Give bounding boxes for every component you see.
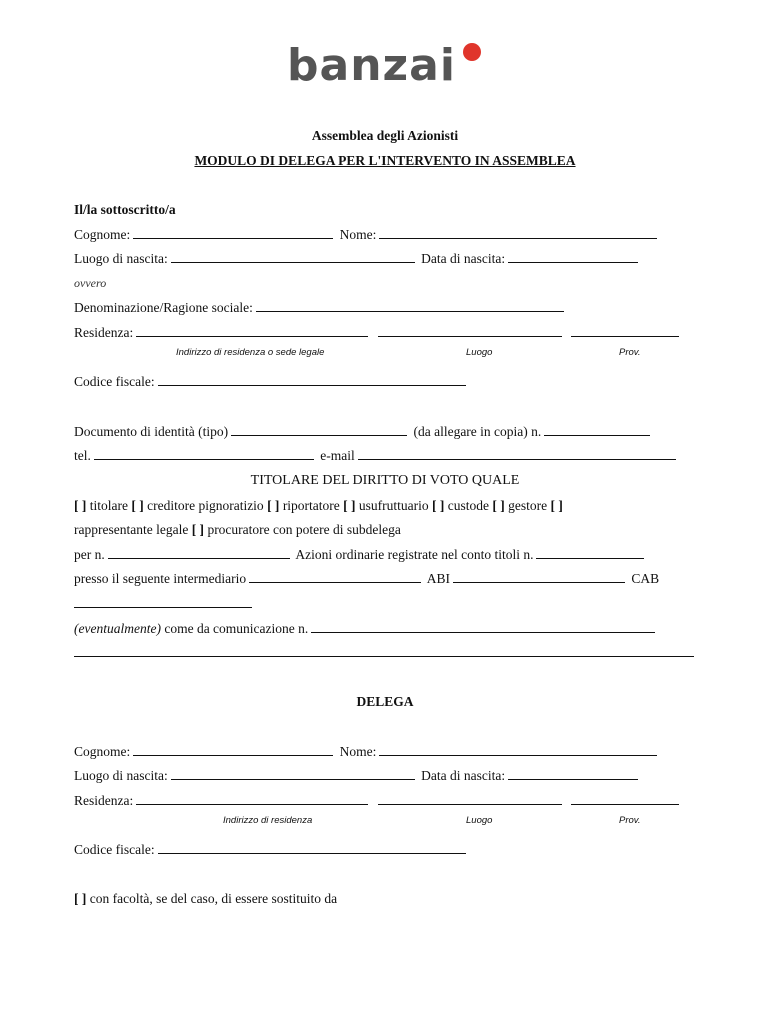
intermediario-field[interactable] <box>249 570 421 583</box>
per-n-label: per n. <box>74 547 105 562</box>
checkbox-titolare[interactable]: [ ] <box>74 498 87 513</box>
documento-label: Documento di identità (tipo) <box>74 424 229 439</box>
hint-indirizzo-sede: Indirizzo di residenza o sede legale <box>176 347 325 358</box>
cognome-label: Cognome: <box>74 227 131 242</box>
comunicazione-extra-field[interactable] <box>74 656 694 657</box>
row-cognome-nome <box>74 226 660 243</box>
row-contatti <box>74 447 679 464</box>
logo-text: banzai <box>287 40 456 91</box>
procuratore-option: procuratore con potere di subdelega <box>207 522 401 537</box>
abi-label: ABI <box>426 571 450 586</box>
data-nascita-label: Data di nascita: <box>421 251 506 266</box>
delegato-residenza-prov-field[interactable] <box>571 792 679 805</box>
row-delegato-codice-fiscale <box>74 841 469 858</box>
cab-field[interactable] <box>74 607 252 608</box>
abi-field[interactable] <box>453 570 625 583</box>
presso-label: presso il seguente intermediario <box>74 571 247 586</box>
delegato-hint-indirizzo: Indirizzo di residenza <box>223 815 313 826</box>
comunicazione-label: come da comunicazione n. <box>164 621 309 636</box>
delegato-cognome-label: Cognome: <box>74 744 131 759</box>
delegato-nome-field[interactable] <box>379 743 657 756</box>
delegato-cognome-field[interactable] <box>133 743 333 756</box>
delegato-data-nascita-label: Data di nascita: <box>421 768 506 783</box>
data-nascita-field[interactable] <box>508 250 638 263</box>
delegato-luogo-nascita-field[interactable] <box>171 767 415 780</box>
titolare-heading: TITOLARE DEL DIRITTO DI VOTO QUALE <box>250 473 520 488</box>
row-azioni <box>74 546 647 563</box>
checkbox-usufruttuario[interactable]: [ ] <box>343 498 356 513</box>
row-comunicazione <box>74 620 658 637</box>
delegato-nome-label: Nome: <box>339 744 377 759</box>
rappresentante-option: rappresentante legale <box>74 522 189 537</box>
cab-label: CAB <box>631 571 660 586</box>
luogo-nascita-label: Luogo di nascita: <box>74 251 168 266</box>
tel-field[interactable] <box>94 447 314 460</box>
delegato-luogo-nascita-label: Luogo di nascita: <box>74 768 168 783</box>
documento-numero-field[interactable] <box>544 423 650 436</box>
conto-titoli-field[interactable] <box>536 546 644 559</box>
delegato-codice-fiscale-label: Codice fiscale: <box>74 842 155 857</box>
row-codice-fiscale <box>74 373 469 390</box>
checkbox-creditore[interactable]: [ ] <box>131 498 144 513</box>
denominazione-label: Denominazione/Ragione sociale: <box>74 300 253 315</box>
row-residenza <box>74 324 682 341</box>
luogo-nascita-field[interactable] <box>171 250 415 263</box>
checkbox-riportatore[interactable]: [ ] <box>267 498 280 513</box>
section-heading-sottoscritto: Il/la sottoscritto/a <box>74 202 176 217</box>
residenza-prov-field[interactable] <box>571 324 679 337</box>
comunicazione-field[interactable] <box>311 620 655 633</box>
numero-azioni-field[interactable] <box>108 546 290 559</box>
delega-heading: DELEGA <box>356 694 414 709</box>
sostituzione-label: con facoltà, se del caso, di essere sostituito da <box>89 891 338 906</box>
codice-fiscale-field[interactable] <box>158 373 466 386</box>
gestore-option: gestore <box>508 498 548 513</box>
delegato-residenza-indirizzo-field[interactable] <box>136 792 368 805</box>
residenza-luogo-field[interactable] <box>378 324 562 337</box>
hint-prov: Prov. <box>619 347 641 358</box>
row-nascita <box>74 250 641 267</box>
row-delegato-cognome-nome <box>74 743 660 760</box>
checkbox-procuratore[interactable]: [ ] <box>191 522 205 537</box>
nome-label: Nome: <box>339 227 377 242</box>
checkbox-custode[interactable]: [ ] <box>432 498 445 513</box>
row-delegato-residenza <box>74 792 682 809</box>
banzai-logo <box>287 40 487 92</box>
delegato-codice-fiscale-field[interactable] <box>158 841 466 854</box>
ovvero-text: ovvero <box>74 276 107 290</box>
creditore-option: creditore pignoratizio <box>147 498 264 513</box>
residenza-indirizzo-field[interactable] <box>136 324 368 337</box>
checkbox-rappresentante[interactable]: [ ] <box>550 498 563 513</box>
delegato-hint-prov: Prov. <box>619 815 641 826</box>
document-subtitle: MODULO DI DELEGA PER L'INTERVENTO IN ASSEMBLEA <box>194 153 576 168</box>
row-intermediario <box>74 570 659 587</box>
codice-fiscale-label: Codice fiscale: <box>74 374 155 389</box>
residenza-label: Residenza: <box>74 325 134 340</box>
row-delegato-nascita <box>74 767 641 784</box>
logo-dot-icon <box>463 43 481 61</box>
row-denominazione <box>74 299 567 316</box>
delegato-data-nascita-field[interactable] <box>508 767 638 780</box>
denominazione-field[interactable] <box>256 299 564 312</box>
delegato-residenza-luogo-field[interactable] <box>378 792 562 805</box>
delegato-hint-luogo: Luogo <box>466 815 493 826</box>
riportatore-option: riportatore <box>282 498 340 513</box>
documento-tipo-field[interactable] <box>231 423 407 436</box>
hint-luogo: Luogo <box>466 347 493 358</box>
checkbox-sostituzione[interactable]: [ ] <box>74 891 87 906</box>
row-titolare-options-1 <box>74 497 563 514</box>
email-label: e-mail <box>320 448 355 463</box>
row-titolare-options-2 <box>74 521 401 538</box>
cognome-field[interactable] <box>133 226 333 239</box>
titolare-option: titolare <box>89 498 128 513</box>
custode-option: custode <box>447 498 490 513</box>
row-sostituzione <box>74 890 337 907</box>
row-documento <box>74 423 653 440</box>
checkbox-gestore[interactable]: [ ] <box>492 498 505 513</box>
document-title: Assemblea degli Azionisti <box>311 128 459 143</box>
eventualmente-label: (eventualmente) <box>74 621 161 636</box>
delegato-residenza-label: Residenza: <box>74 793 134 808</box>
email-field[interactable] <box>358 447 676 460</box>
azioni-label: Azioni ordinarie registrate nel conto titoli n. <box>295 547 534 562</box>
usufruttuario-option: usufruttuario <box>358 498 429 513</box>
tel-label: tel. <box>74 448 91 463</box>
nome-field[interactable] <box>379 226 657 239</box>
allegare-label: (da allegare in copia) n. <box>413 424 542 439</box>
